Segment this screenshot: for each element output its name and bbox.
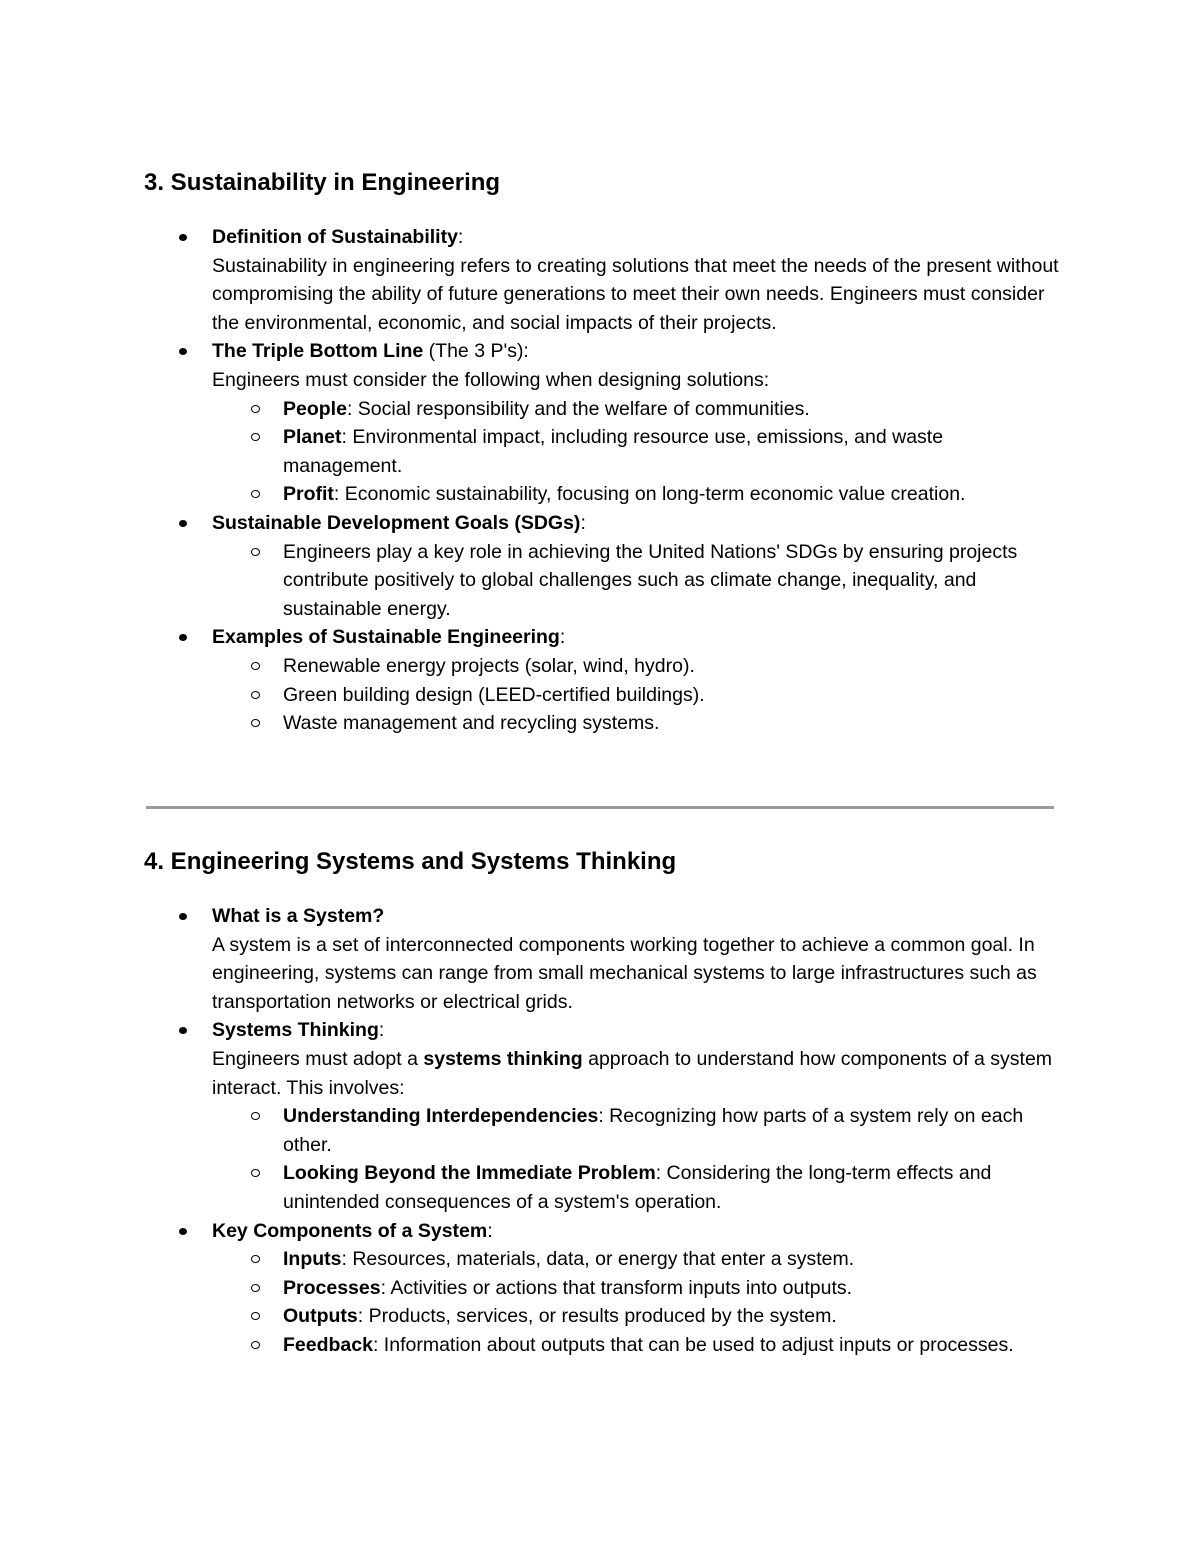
sub-item-label: Outputs	[283, 1305, 358, 1328]
hollow-bullet-icon	[251, 662, 260, 670]
sub-item-label: Inputs	[283, 1248, 342, 1271]
sub-item-text: Renewable energy projects (solar, wind, hydro).	[283, 654, 695, 677]
sub-list-item	[144, 1159, 1064, 1216]
sub-list	[212, 538, 1064, 624]
sub-item-text: : Economic sustainability, focusing on long-term economic value creation.	[333, 483, 966, 506]
sub-list	[212, 395, 1064, 509]
sub-item-text: Engineers play a key role in achieving the United Nations' SDGs by ensuring projects contribute positively to global challenges such as climate change, inequality, and sustainable energy.	[283, 540, 1018, 620]
item-body-post: approach to understand how components of a system interact. This involves:	[212, 1047, 1053, 1099]
hollow-bullet-icon	[251, 548, 260, 556]
sub-list-item	[144, 395, 1064, 424]
item-suffix: :	[580, 511, 586, 534]
bullet-icon	[179, 913, 187, 920]
hollow-bullet-icon	[251, 1284, 260, 1292]
sub-item-text: : Recognizing how parts of a system rely on each other.	[283, 1105, 1024, 1156]
hollow-bullet-icon	[251, 1112, 260, 1120]
hollow-bullet-icon	[251, 691, 260, 699]
list-item	[144, 902, 1064, 1016]
item-suffix: :	[487, 1219, 493, 1242]
bullet-icon	[179, 634, 187, 641]
sub-item-text: : Environmental impact, including resource use, emissions, and waste management.	[283, 426, 944, 477]
horizontal-rule	[146, 806, 1054, 809]
sub-list-item	[144, 709, 1064, 738]
item-body-pre: Engineers must adopt a	[212, 1047, 424, 1070]
sub-list-item	[144, 1331, 1064, 1360]
item-suffix: :	[559, 626, 566, 649]
bullet-icon	[179, 520, 187, 527]
item-body: A system is a set of interconnected components working together to achieve a common goal. In engineering, systems can range from small mechanical systems to large infrastructures such as transportation networks or electrical grids.	[212, 933, 1037, 1013]
bullet-icon	[179, 1228, 187, 1235]
item-label: Definition of Sustainability	[212, 226, 458, 248]
item-label: Key Components of a System	[212, 1219, 488, 1242]
sub-item-text: Waste management and recycling systems.	[283, 712, 660, 735]
sub-item-text: : Activities or actions that transform inputs into outputs.	[380, 1276, 853, 1299]
list-item	[144, 623, 1064, 737]
item-label: Examples of Sustainable Engineering	[212, 626, 560, 649]
sub-item-text: Green building design (LEED-certified buildings).	[283, 683, 705, 706]
item-body: Engineers must consider the following when designing solutions:	[212, 368, 770, 391]
item-label: What is a System?	[212, 905, 385, 927]
hollow-bullet-icon	[251, 433, 260, 441]
sub-list	[212, 652, 1064, 738]
sub-item-text: : Resources, materials, data, or energy that enter a system.	[341, 1248, 855, 1271]
sub-item-label: Profit	[283, 483, 334, 506]
hollow-bullet-icon	[251, 1169, 260, 1177]
item-suffix: :	[378, 1019, 385, 1042]
item-label: The Triple Bottom Line	[212, 340, 424, 363]
list-item	[144, 1016, 1064, 1216]
bullet-list	[144, 223, 1064, 738]
list-item	[144, 1217, 1064, 1360]
hollow-bullet-icon	[251, 719, 260, 727]
sub-item-label: Feedback	[283, 1333, 373, 1356]
sub-item-label: Understanding Interdependencies	[283, 1105, 599, 1128]
bullet-icon	[179, 348, 187, 355]
item-suffix: :	[457, 226, 464, 248]
sub-list	[212, 1245, 1064, 1359]
sub-item-text: : Products, services, or results produced by the system.	[357, 1305, 837, 1328]
sub-list-item	[144, 1102, 1064, 1159]
list-item	[144, 223, 1064, 337]
section-sustainability	[144, 168, 1064, 738]
bullet-icon	[179, 1027, 187, 1034]
sub-list-item	[144, 652, 1064, 681]
sub-list-item	[144, 423, 1064, 480]
sub-list-item	[144, 480, 1064, 509]
sub-item-label: Processes	[283, 1276, 381, 1299]
section-heading: 4. Engineering Systems and Systems Thinking	[144, 848, 677, 875]
sub-item-label: Looking Beyond the Immediate Problem	[283, 1162, 656, 1185]
sub-list-item	[144, 1274, 1064, 1303]
sub-list-item	[144, 538, 1064, 624]
section-heading: 3. Sustainability in Engineering	[144, 169, 501, 196]
sub-list-item	[144, 681, 1064, 710]
hollow-bullet-icon	[251, 490, 260, 498]
list-item	[144, 509, 1064, 623]
section-systems-thinking	[144, 847, 1064, 1360]
sub-list-item	[144, 1245, 1064, 1274]
item-suffix: (The 3 P's):	[423, 340, 529, 363]
item-label: Sustainable Development Goals (SDGs)	[212, 511, 581, 534]
sub-item-text: : Social responsibility and the welfare of communities.	[346, 397, 810, 420]
sub-list	[212, 1102, 1064, 1216]
sub-list-item	[144, 1302, 1064, 1331]
hollow-bullet-icon	[251, 1255, 260, 1263]
item-body-bold: systems thinking	[423, 1047, 583, 1070]
sub-item-text: : Considering the long-term effects and unintended consequences of a system's operation.	[283, 1162, 992, 1213]
sub-item-label: People	[283, 397, 347, 420]
sub-item-label: Planet	[283, 426, 342, 449]
sub-item-text: : Information about outputs that can be used to adjust inputs or processes.	[372, 1333, 1014, 1356]
item-body: Sustainability in engineering refers to creating solutions that meet the needs of the present without compromising the ability of future generations to meet their own needs. Engineers must consider the environmental, economic, and social impacts of their projects.	[212, 254, 1059, 334]
item-label: Systems Thinking	[212, 1019, 379, 1042]
bullet-icon	[179, 234, 187, 241]
bullet-list	[144, 902, 1064, 1360]
list-item	[144, 337, 1064, 509]
hollow-bullet-icon	[251, 1312, 260, 1320]
hollow-bullet-icon	[251, 405, 260, 413]
hollow-bullet-icon	[251, 1341, 260, 1349]
